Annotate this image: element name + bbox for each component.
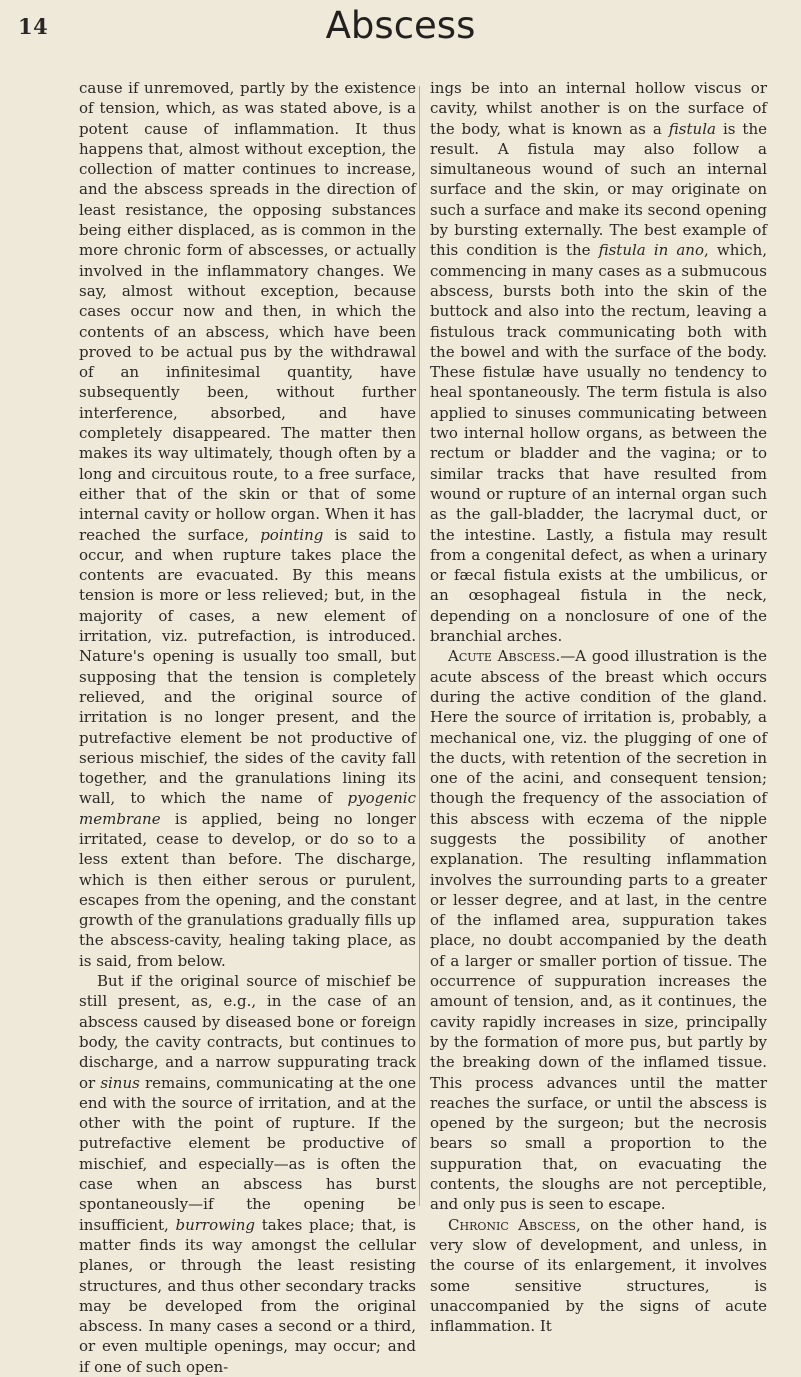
text-run: remains, communicating at the one end with the source of irritation, and at the other with the point of rupture. If the putrefactive element be productive of mischief, and especially—as is often the case when an abscess has burst spontaneously—if the opening be insufficient, (79, 1073, 416, 1234)
text-run: But if the original source of mischief be still present, as, e.g., in the case of an abscess caused by diseased bone or foreign body, the cavity contracts, but continues to discharge, and a narrow suppurating track or (79, 972, 416, 1092)
paragraph (430, 646, 767, 1214)
text-run: —A good illustration is the acute abscess of the breast which occurs during the active condition of the gland. Here the source of irritation is, probably, a mechanical one, viz. the plugging of one of the ducts, with retention of the secretion in one of the acini, and consequent tension; though the frequency of the association of this abscess with eczema of the nipple suggests the possibility of another explanation. The resulting inflammation involves the surrounding parts to a greater or lesser degree, and at last, in the centre of the inflamed area, suppuration takes place, no doubt accompanied by the death of a larger or smaller portion of tissue. The occurrence of suppuration increases the amount of tension, and, as it continues, the cavity rapidly increases in size, principally by the formation of more pus, but partly by the breaking down of the inflamed tissue. This process advances until the matter reaches the surface, or until the abscess is opened by the surgeon; but the necrosis bears so small a proportion to the suppuration that, on evacuating the contents, the sloughs are not perceptible, and only pus is seen to escape. (430, 647, 767, 1214)
paragraph (79, 78, 416, 971)
text-run: on the other hand, is very slow of development, and unless, in the course of its enlargement, it involves some sensitive structures, is unaccompanied by the signs of acute inflammation. It (430, 1215, 767, 1336)
text-run: cause if unremoved, partly by the existence of tension, which, as was stated above, is a potent cause of inflammation. It thus happens that, almost without exception, the collection of matter continues to increase, and the abscess spreads in the direction of least resistance, the opposing substances being either displaced, as is common in the more chronic form of abscesses, or actually involved in the inflammatory changes. We say, almost without exception, because cases occur now and then, in which the contents of an abscess, which have been proved to be actual pus by the withdrawal of an infinitesimal quantity, have subsequently been, without further interference, absorbed, and have completely disappeared. The matter then makes its way ultimately, though often by a long and circuitous route, to a free surface, either that of the skin or that of some internal cavity or hollow organ. When it has reached the surface, (79, 79, 416, 544)
page-title: Abscess (325, 4, 476, 47)
section-heading: Chronic Abscess, (448, 1215, 581, 1234)
text-run: is said to occur, and when rupture takes place the contents are evacuated. By this means tension is more or less relieved; but, in the majority of cases, a new element of irritation, viz. putrefaction, is introduced. Nature's opening is usually too small, but supposing that the tension is completely relieved, and the original source of irritation is no longer present, and the putrefactive element be not productive of serious mischief, the sides of the cavity fall together, and the granulations lining its wall, to which the name of (79, 525, 416, 808)
italic-term: burrowing (175, 1215, 256, 1234)
paragraph (430, 1215, 767, 1337)
text-run: is applied, being no longer irritated, cease to develop, or do so to a less extent than before. The discharge, which is then either serous or purulent, escapes from the opening, and the constant growth of the granulations gradually fills up the abscess-cavity, healing taking place, as is said, from below. (79, 809, 416, 970)
italic-term: sinus (100, 1073, 140, 1092)
italic-term: fistula (668, 119, 716, 138)
paragraph (430, 78, 767, 646)
text-run: ings be into an internal hollow viscus or cavity, whilst another is on the surface of the body, what is known as a (430, 79, 767, 138)
italic-term: pointing (260, 525, 324, 544)
text-run: , which, commencing in many cases as a submucous abscess, bursts both into the skin of the buttock and also into the rectum, leaving a fistulous track communicating both with the bowel and with the surface of the body. These fistulæ have usually no tendency to heal spontaneously. The term fistula is also applied to sinuses communicating between two internal hollow organs, as between the rectum or bladder and the vagina; or to similar tracks that have resulted from wound or rupture of an internal organ such as the gall-bladder, the lacrymal duct, or the intestine. Lastly, a fistula may result from a congenital defect, as when a urinary or fæcal fistula exists at the umbilicus, or an œsophageal fistula in the neck, depending on a nonclosure of one of the branchial arches. (430, 241, 767, 646)
italic-term: fistula in ano (598, 241, 705, 260)
right-column (430, 78, 767, 1336)
section-heading: Acute Abscess. (448, 647, 561, 666)
text-run: takes place; that, is matter finds its way amongst the cellular planes, or through the least resisting structures, and thus other secondary tracks may be developed from the original abscess. In many cases a second or a third, or even multiple openings, may occur; and if one of such open- (79, 1215, 416, 1376)
left-column (79, 78, 416, 1377)
page-number: 14 (18, 14, 49, 39)
italic-term: pyogenic membrane (79, 789, 416, 828)
column-divider (419, 86, 420, 1206)
text-run: is the result. A fistula may also follow a simultaneous wound of such an internal surface and the skin, or may originate on such a surface and make its second opening by bursting externally. The best example of this condition is the (430, 119, 767, 260)
paragraph (79, 971, 416, 1377)
